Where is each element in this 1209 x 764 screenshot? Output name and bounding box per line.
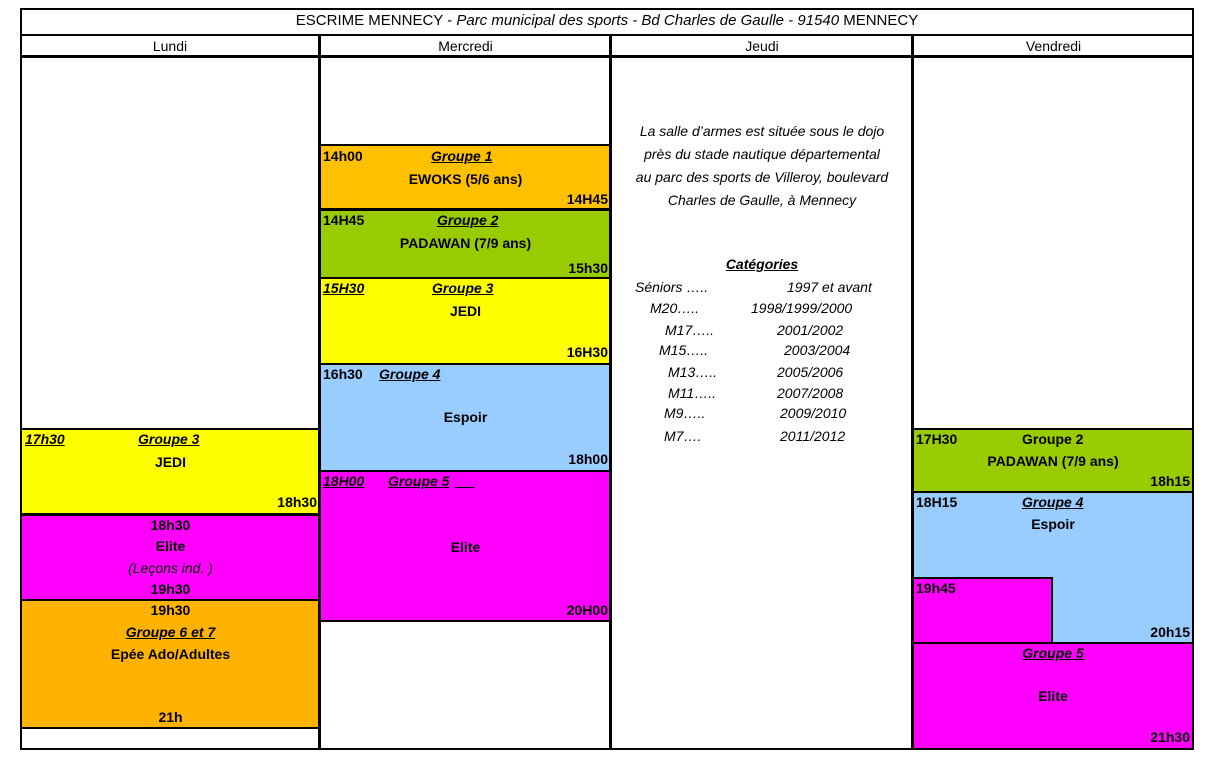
time-start: 14H45 [323, 212, 365, 228]
time-end: 20H00 [566, 602, 608, 618]
mercredi-block-padawan [321, 208, 610, 278]
categories-title: Catégories [725, 256, 799, 272]
group-label: Groupe 5 [388, 473, 450, 489]
time-start: 17H30 [916, 431, 958, 447]
time-start: 14h00 [323, 148, 363, 164]
time-end: 16H30 [566, 344, 608, 360]
time-start: 18H00 [323, 473, 365, 489]
mercredi-block-elite [321, 470, 610, 622]
info-line: Charles de Gaulle, à Mennecy [667, 192, 857, 208]
activity-name: JEDI [154, 454, 187, 470]
category-label: M15….. [659, 342, 709, 358]
lundi-block-epee [22, 599, 319, 729]
time-end: 18h30 [277, 494, 317, 510]
info-line: La salle d’armes est située sous le dojo [639, 123, 885, 139]
category-label: M13….. [668, 364, 718, 380]
time-start: 17h30 [25, 431, 65, 447]
time-end: 21h30 [1150, 729, 1190, 745]
time-end: 18h15 [1150, 473, 1190, 489]
lundi-block-jedi [22, 428, 319, 514]
group-label: Groupe 4 [1022, 494, 1084, 510]
categories-list [614, 279, 910, 449]
group-label: Groupe 3 [138, 431, 200, 447]
category-years: 1998/1999/2000 [751, 300, 853, 316]
time-start: 15H30 [323, 280, 365, 296]
title-address: Parc municipal des sports - Bd Charles de Gaulle - 91540 [456, 12, 840, 29]
time-end: 15h30 [568, 260, 608, 276]
category-label: M7…. [664, 428, 702, 444]
activity-name: Elite [1038, 688, 1068, 704]
mercredi-block-espoir [321, 363, 610, 471]
activity-name: JEDI [449, 303, 482, 319]
title-club: ESCRIME MENNECY - [295, 12, 457, 29]
time-end: 21h [158, 709, 183, 725]
activity-name: Espoir [443, 409, 488, 425]
group-label: Groupe 4 [379, 366, 441, 382]
vendredi-block-padawan [914, 428, 1192, 492]
category-years: 2003/2004 [784, 342, 851, 358]
activity-note: (Leçons ind. ) [128, 560, 213, 576]
category-years: 2011/2012 [780, 428, 846, 444]
day-header-vendredi: Vendredi [913, 36, 1194, 58]
activity-name: Epée Ado/Adultes [110, 646, 231, 662]
column-divider [318, 36, 321, 750]
category-label: M11….. [668, 385, 716, 401]
venue-info [614, 120, 910, 212]
activity-name: Elite [155, 538, 186, 554]
info-line: près du stade nautique départemental [644, 146, 880, 162]
activity-name: EWOKS (5/6 ans) [408, 171, 523, 187]
mercredi-block-ewoks [321, 144, 610, 210]
category-label: M17….. [665, 322, 715, 338]
day-header-mercredi: Mercredi [320, 36, 611, 58]
category-years: 2007/2008 [777, 385, 844, 401]
activity-name: Elite [450, 539, 481, 555]
category-label: M20….. [650, 300, 700, 316]
group-label: Groupe 3 [432, 280, 494, 296]
time-end: 20h15 [1150, 624, 1190, 640]
day-header-lundi: Lundi [20, 36, 320, 58]
column-divider [609, 36, 612, 750]
mercredi-block-jedi [321, 277, 610, 364]
activity-name: PADAWAN (7/9 ans) [399, 235, 532, 251]
page-title [20, 8, 1194, 36]
group-label: Groupe 2 [437, 212, 499, 228]
group-label: Groupe 5 [1022, 645, 1084, 661]
day-header-jeudi: Jeudi [611, 36, 913, 58]
vendredi-elite-upper [914, 577, 1053, 643]
time-start: 19h45 [916, 580, 956, 596]
category-years: 2009/2010 [780, 405, 847, 421]
time-start: 18H15 [916, 494, 958, 510]
title-city: MENNECY [839, 12, 919, 29]
time-end: 19h30 [150, 581, 191, 597]
group-label: Groupe 1 [431, 148, 493, 164]
category-years: 1997 et avant [787, 279, 872, 295]
time-start: 18h30 [150, 517, 191, 533]
group-label: Groupe 6 et 7 [125, 624, 216, 640]
lundi-block-elite [22, 513, 319, 600]
time-end: 14H45 [566, 191, 608, 207]
group-label: Groupe 2 [1022, 431, 1084, 447]
category-years: 2001/2002 [777, 322, 844, 338]
category-label: Séniors ….. [635, 279, 709, 295]
time-start: 19h30 [150, 602, 191, 618]
info-line: au parc des sports de Villeroy, boulevard [635, 169, 889, 185]
time-start: 16h30 [323, 366, 363, 382]
category-years: 2005/2006 [777, 364, 844, 380]
group-underline [455, 473, 474, 489]
category-label: M9….. [664, 405, 706, 421]
vendredi-block-elite [914, 642, 1192, 748]
activity-name: PADAWAN (7/9 ans) [987, 453, 1119, 469]
time-end: 18h00 [568, 451, 608, 467]
activity-name: Espoir [1031, 516, 1075, 532]
column-divider [911, 36, 914, 750]
